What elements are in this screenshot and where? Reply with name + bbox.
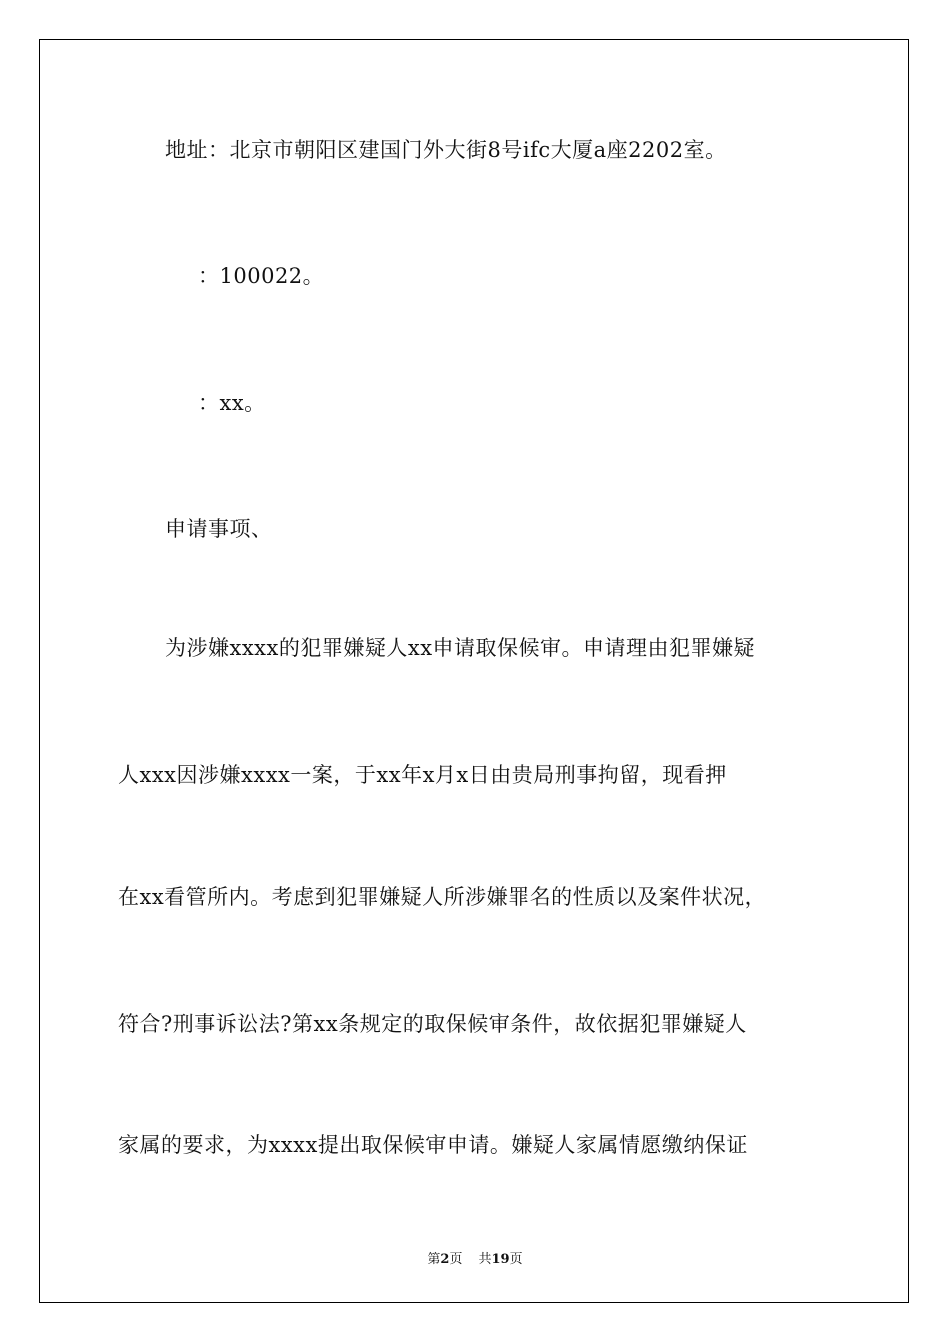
- page-footer: [0, 1248, 950, 1267]
- address-line: 地址：北京市朝阳区建国门外大街8号ifc大厦a座2202室。: [165, 138, 727, 162]
- total-prefix: 共: [478, 1252, 492, 1267]
- request-heading: 申请事项、: [165, 517, 273, 541]
- page-number: 2: [440, 1252, 450, 1267]
- page-border: [39, 39, 909, 1303]
- page-suffix: 页: [449, 1252, 463, 1267]
- body-line-4: 符合?刑事诉讼法?第xx条规定的取保候审条件，故依据犯罪嫌疑人: [118, 1012, 747, 1036]
- body-line-1: 为涉嫌xxxx的犯罪嫌疑人xx申请取保候审。申请理由犯罪嫌疑: [165, 636, 756, 660]
- body-line-5: 家属的要求，为xxxx提出取保候审申请。嫌疑人家属情愿缴纳保证: [118, 1133, 748, 1157]
- total-suffix: 页: [509, 1252, 523, 1267]
- contact-line: ：xx。: [198, 391, 266, 415]
- body-line-3: 在xx看管所内。考虑到犯罪嫌疑人所涉嫌罪名的性质以及案件状况，: [118, 885, 767, 909]
- postcode-line: ：100022。: [198, 264, 325, 288]
- total-pages: 19: [491, 1252, 510, 1267]
- body-line-2: 人xxx因涉嫌xxxx一案，于xx年x月x日由贵局刑事拘留，现看押: [118, 763, 727, 787]
- page-prefix: 第: [427, 1252, 441, 1267]
